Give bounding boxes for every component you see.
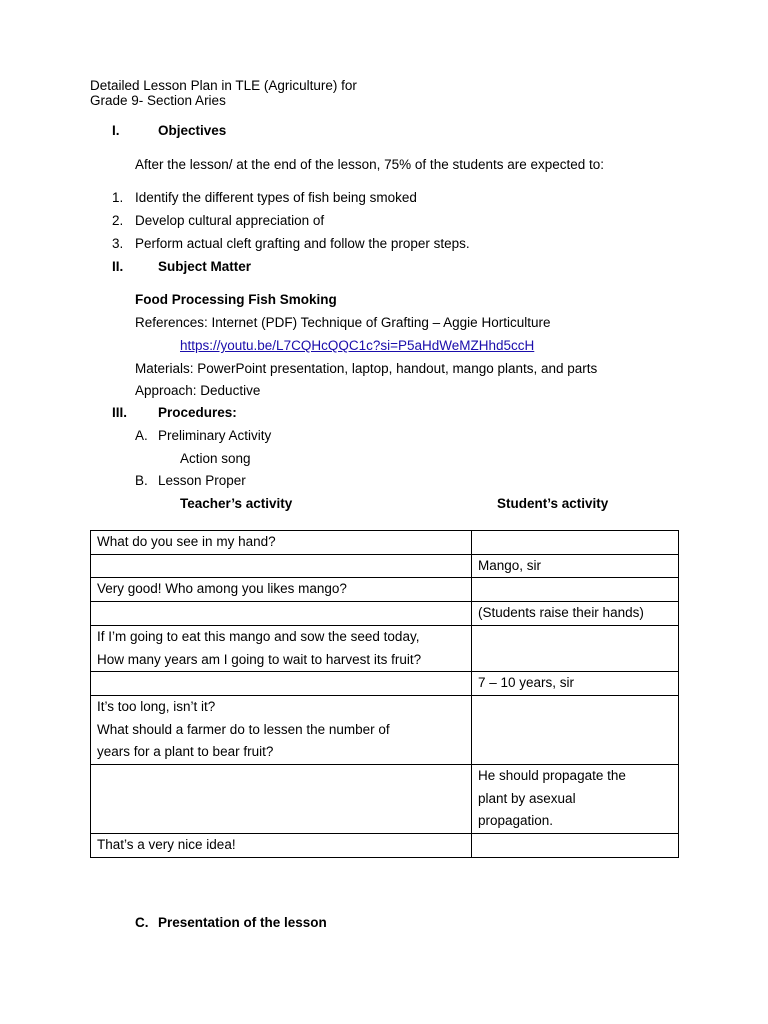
teacher-cell	[91, 625, 472, 671]
teacher-line: What do you see in my hand?	[97, 534, 276, 549]
teacher-cell	[91, 602, 472, 626]
student-line: 7 – 10 years, sir	[478, 675, 575, 691]
objectives-heading: Objectives	[158, 123, 227, 138]
teacher-line: How many years am I going to wait to harvest its fruit?	[97, 651, 422, 667]
objective-num-1: 1.	[112, 190, 124, 205]
student-line: plant by asexual	[478, 790, 576, 806]
teacher-cell	[91, 834, 472, 858]
lesson-proper: Lesson Proper	[158, 473, 246, 488]
table-row	[91, 672, 679, 696]
teacher-cell	[91, 554, 472, 578]
student-cell	[472, 554, 679, 578]
table-row	[91, 531, 679, 555]
student-line: Mango, sir	[478, 557, 542, 573]
teacher-line: years for a plant to bear fruit?	[97, 744, 274, 760]
teacher-activity-heading: Teacher’s activity	[180, 496, 293, 511]
student-cell	[472, 765, 679, 834]
objective-num-3: 3.	[112, 236, 124, 251]
table-row	[91, 625, 679, 671]
table-row	[91, 602, 679, 626]
objectives-numeral: I.	[112, 123, 120, 138]
teacher-line: Very good! Who among you likes mango?	[97, 581, 347, 597]
student-line: He should propagate the	[478, 768, 626, 784]
materials-text: Materials: PowerPoint presentation, laptop, handout, mango plants, and parts	[135, 361, 598, 376]
student-cell	[472, 672, 679, 696]
preliminary-activity: Preliminary Activity	[158, 428, 272, 443]
teacher-cell	[91, 695, 472, 764]
subject-topic: Food Processing Fish Smoking	[135, 292, 337, 307]
student-cell	[472, 834, 679, 858]
procedures-heading: Procedures:	[158, 405, 237, 420]
activity-table	[90, 530, 679, 858]
student-line: (Students raise their hands)	[478, 605, 644, 621]
references-text: References: Internet (PDF) Technique of Grafting – Aggie Horticulture	[135, 315, 551, 330]
student-activity-heading: Student’s activity	[497, 496, 609, 511]
procedures-numeral: III.	[112, 405, 128, 420]
doc-title-line2: Grade 9- Section Aries	[90, 93, 226, 108]
student-cell	[472, 602, 679, 626]
table-row	[91, 765, 679, 834]
student-cell	[472, 578, 679, 602]
subject-matter-numeral: II.	[112, 259, 124, 274]
table-row	[91, 554, 679, 578]
student-cell	[472, 625, 679, 671]
table-row	[91, 695, 679, 764]
teacher-line: That’s a very nice idea!	[97, 837, 236, 853]
teacher-line: It’s too long, isn’t it?	[97, 698, 216, 714]
approach-text: Approach: Deductive	[135, 383, 261, 398]
subject-matter-heading: Subject Matter	[158, 259, 252, 274]
table-row	[91, 834, 679, 858]
teacher-line: What should a farmer do to lessen the number of	[97, 721, 390, 737]
student-line: propagation.	[478, 813, 554, 829]
table-row	[91, 578, 679, 602]
objective-item-3: Perform actual cleft grafting and follow the proper steps.	[135, 236, 470, 251]
objective-num-2: 2.	[112, 213, 124, 228]
student-cell	[472, 531, 679, 555]
teacher-line: If I’m going to eat this mango and sow the seed today,	[97, 628, 420, 644]
teacher-cell	[91, 531, 472, 555]
teacher-cell	[91, 578, 472, 602]
preliminary-label: A.	[135, 428, 148, 443]
student-cell	[472, 695, 679, 764]
teacher-cell	[91, 765, 472, 834]
objective-item-1: Identify the different types of fish being smoked	[135, 190, 417, 205]
action-song: Action song	[180, 451, 251, 466]
reference-link[interactable]: https://youtu.be/L7CQHcQQC1c?si=P5aHdWeMZHhd5ccH	[180, 338, 535, 353]
teacher-cell	[91, 672, 472, 696]
objectives-intro: After the lesson/ at the end of the lesson, 75% of the students are expected to:	[135, 157, 605, 172]
presentation-label: C.	[135, 915, 149, 930]
presentation-heading: Presentation of the lesson	[158, 915, 327, 930]
lesson-proper-label: B.	[135, 473, 148, 488]
objective-item-2: Develop cultural appreciation of	[135, 213, 325, 228]
doc-title-line1: Detailed Lesson Plan in TLE (Agriculture) for	[90, 78, 357, 93]
